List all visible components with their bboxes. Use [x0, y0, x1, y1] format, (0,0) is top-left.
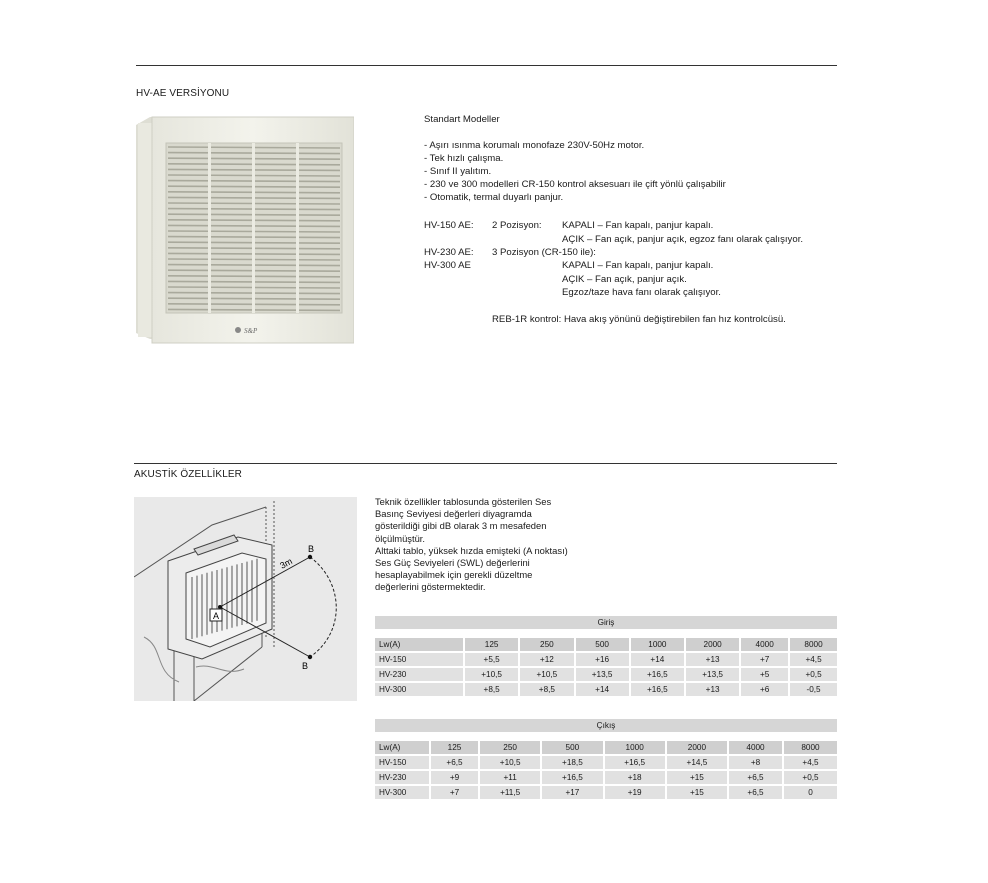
- outlet-header-freq: 4000: [729, 741, 782, 754]
- section2-title: AKUSTİK ÖZELLİKLER: [134, 469, 242, 480]
- feature-item: - 230 ve 300 modelleri CR-150 kontrol aksesuarı ile çift yönlü çalışabilir: [424, 179, 726, 190]
- feature-item: - Tek hızlı çalışma.: [424, 153, 504, 164]
- table-row: [375, 771, 837, 784]
- section1-top-rule: [136, 65, 837, 66]
- fan-logo: S&P: [244, 327, 258, 335]
- row-value: +7: [741, 653, 788, 666]
- row-value: +10,5: [465, 668, 518, 681]
- row-value: +16,5: [542, 771, 602, 784]
- outlet-correction-table: [373, 717, 839, 801]
- row-model: HV-230: [375, 771, 429, 784]
- row-value: +13: [686, 683, 739, 696]
- paragraph-line: gösterildiği gibi dB olarak 3 m mesafeden: [375, 520, 547, 532]
- row-value: +14: [576, 683, 629, 696]
- paragraph-line: Alttaki tablo, yüksek hızda emişteki (A noktası): [375, 544, 568, 556]
- acoustic-description: [375, 496, 605, 594]
- row-value: +15: [667, 786, 727, 799]
- row-value: +10,5: [520, 668, 573, 681]
- row-value: +8: [729, 756, 782, 769]
- row-value: -0,5: [790, 683, 837, 696]
- inlet-header-freq: 500: [576, 638, 629, 651]
- row-model: HV-300: [375, 786, 429, 799]
- section1-title: HV-AE VERSİYONU: [136, 88, 230, 99]
- point-a-label: A: [213, 611, 220, 621]
- inlet-header-freq: 250: [520, 638, 573, 651]
- table-row: [375, 653, 837, 666]
- row-value: +13: [686, 653, 739, 666]
- paragraph-line: hesaplayabilmek için gerekli düzeltme: [375, 569, 533, 581]
- row-value: +4,5: [790, 653, 837, 666]
- row-value: +10,5: [480, 756, 540, 769]
- paragraph-line: ölçülmüştür.: [375, 532, 426, 544]
- fan-product-image: [136, 113, 354, 345]
- position-3: 3 Pozisyon (CR-150 ile):: [492, 247, 596, 258]
- outlet-header-freq: 8000: [784, 741, 837, 754]
- inlet-header-freq: 125: [465, 638, 518, 651]
- inlet-header-freq: 1000: [631, 638, 684, 651]
- row-value: +0,5: [784, 771, 837, 784]
- row-value: +11,5: [480, 786, 540, 799]
- row-value: +4,5: [784, 756, 837, 769]
- paragraph-line: Teknik özellikler tablosunda gösterilen Ses: [375, 496, 552, 507]
- outlet-table-title: Çıkış: [375, 719, 837, 732]
- row-model: HV-150: [375, 653, 463, 666]
- row-value: +16,5: [631, 683, 684, 696]
- row-value: +6,5: [431, 756, 478, 769]
- inlet-header-freq: 8000: [790, 638, 837, 651]
- model-hv300: HV-300 AE: [424, 260, 471, 271]
- inlet-correction-table: [373, 614, 839, 698]
- feature-item: - Otomatik, termal duyarlı panjur.: [424, 192, 564, 203]
- table-row: [375, 786, 837, 799]
- models-heading: Standart Modeller: [424, 114, 500, 125]
- row-value: +16: [576, 653, 629, 666]
- table-row: [375, 668, 837, 681]
- outlet-header-freq: 125: [431, 741, 478, 754]
- row-value: +15: [667, 771, 727, 784]
- row-value: +6: [741, 683, 788, 696]
- row-value: +14: [631, 653, 684, 666]
- inlet-header-freq: 2000: [686, 638, 739, 651]
- row-value: +13,5: [576, 668, 629, 681]
- row-value: +12: [520, 653, 573, 666]
- row-value: +11: [480, 771, 540, 784]
- row-model: HV-300: [375, 683, 463, 696]
- inlet-header-freq: 4000: [741, 638, 788, 651]
- row-value: +18: [605, 771, 665, 784]
- row-value: +5: [741, 668, 788, 681]
- row-value: +5,5: [465, 653, 518, 666]
- row-value: 0: [784, 786, 837, 799]
- row-value: +8,5: [465, 683, 518, 696]
- pos3-exhaust: Egzoz/taze hava fanı olarak çalışıyor.: [562, 287, 721, 298]
- row-value: +19: [605, 786, 665, 799]
- feature-item: - Sınıf II yalıtım.: [424, 166, 492, 177]
- inlet-table-title: Giriş: [375, 616, 837, 629]
- pos3-closed: KAPALI – Fan kapalı, panjur kapalı.: [562, 260, 714, 271]
- model-hv150: HV-150 AE:: [424, 220, 474, 231]
- table-row: [375, 683, 837, 696]
- measurement-diagram: [134, 497, 357, 701]
- row-value: +16,5: [631, 668, 684, 681]
- row-value: +13,5: [686, 668, 739, 681]
- outlet-header-freq: 2000: [667, 741, 727, 754]
- outlet-header-lw: Lw(A): [375, 741, 429, 754]
- pos2-closed: KAPALI – Fan kapalı, panjur kapalı.: [562, 220, 714, 231]
- pos2-open: AÇIK – Fan açık, panjur açık, egzoz fanı olarak çalışıyor.: [562, 234, 804, 245]
- feature-item: - Aşırı ısınma korumalı monofaze 230V-50Hz motor.: [424, 140, 645, 151]
- row-value: +9: [431, 771, 478, 784]
- paragraph-line: Basınç Seviyesi değerleri diyagramda: [375, 508, 532, 520]
- row-value: +6,5: [729, 771, 782, 784]
- row-value: +0,5: [790, 668, 837, 681]
- point-b-bottom-label: B: [302, 661, 309, 671]
- distance-label: 3m: [278, 556, 294, 571]
- section2-top-rule: [134, 463, 837, 464]
- row-value: +16,5: [605, 756, 665, 769]
- paragraph-line: Ses Güç Seviyeleri (SWL) değerlerini: [375, 557, 530, 569]
- model-hv230: HV-230 AE:: [424, 247, 474, 258]
- row-model: HV-230: [375, 668, 463, 681]
- pos3-open: AÇIK – Fan açık, panjur açık.: [562, 274, 687, 285]
- row-value: +18,5: [542, 756, 602, 769]
- row-value: +6,5: [729, 786, 782, 799]
- row-value: +17: [542, 786, 602, 799]
- point-b-top-label: B: [308, 544, 315, 554]
- row-value: +14,5: [667, 756, 727, 769]
- row-value: +7: [431, 786, 478, 799]
- feature-list: [424, 139, 726, 204]
- outlet-header-freq: 500: [542, 741, 602, 754]
- reb-control-note: REB-1R kontrol: Hava akış yönünü değiştirebilen fan hız kontrolcüsü.: [492, 314, 786, 325]
- table-row: [375, 756, 837, 769]
- paragraph-line: değerlerini göstermektedir.: [375, 581, 486, 593]
- row-model: HV-150: [375, 756, 429, 769]
- inlet-header-lw: Lw(A): [375, 638, 463, 651]
- row-value: +8,5: [520, 683, 573, 696]
- outlet-header-freq: 250: [480, 741, 540, 754]
- position-2: 2 Pozisyon:: [492, 220, 542, 231]
- outlet-header-freq: 1000: [605, 741, 665, 754]
